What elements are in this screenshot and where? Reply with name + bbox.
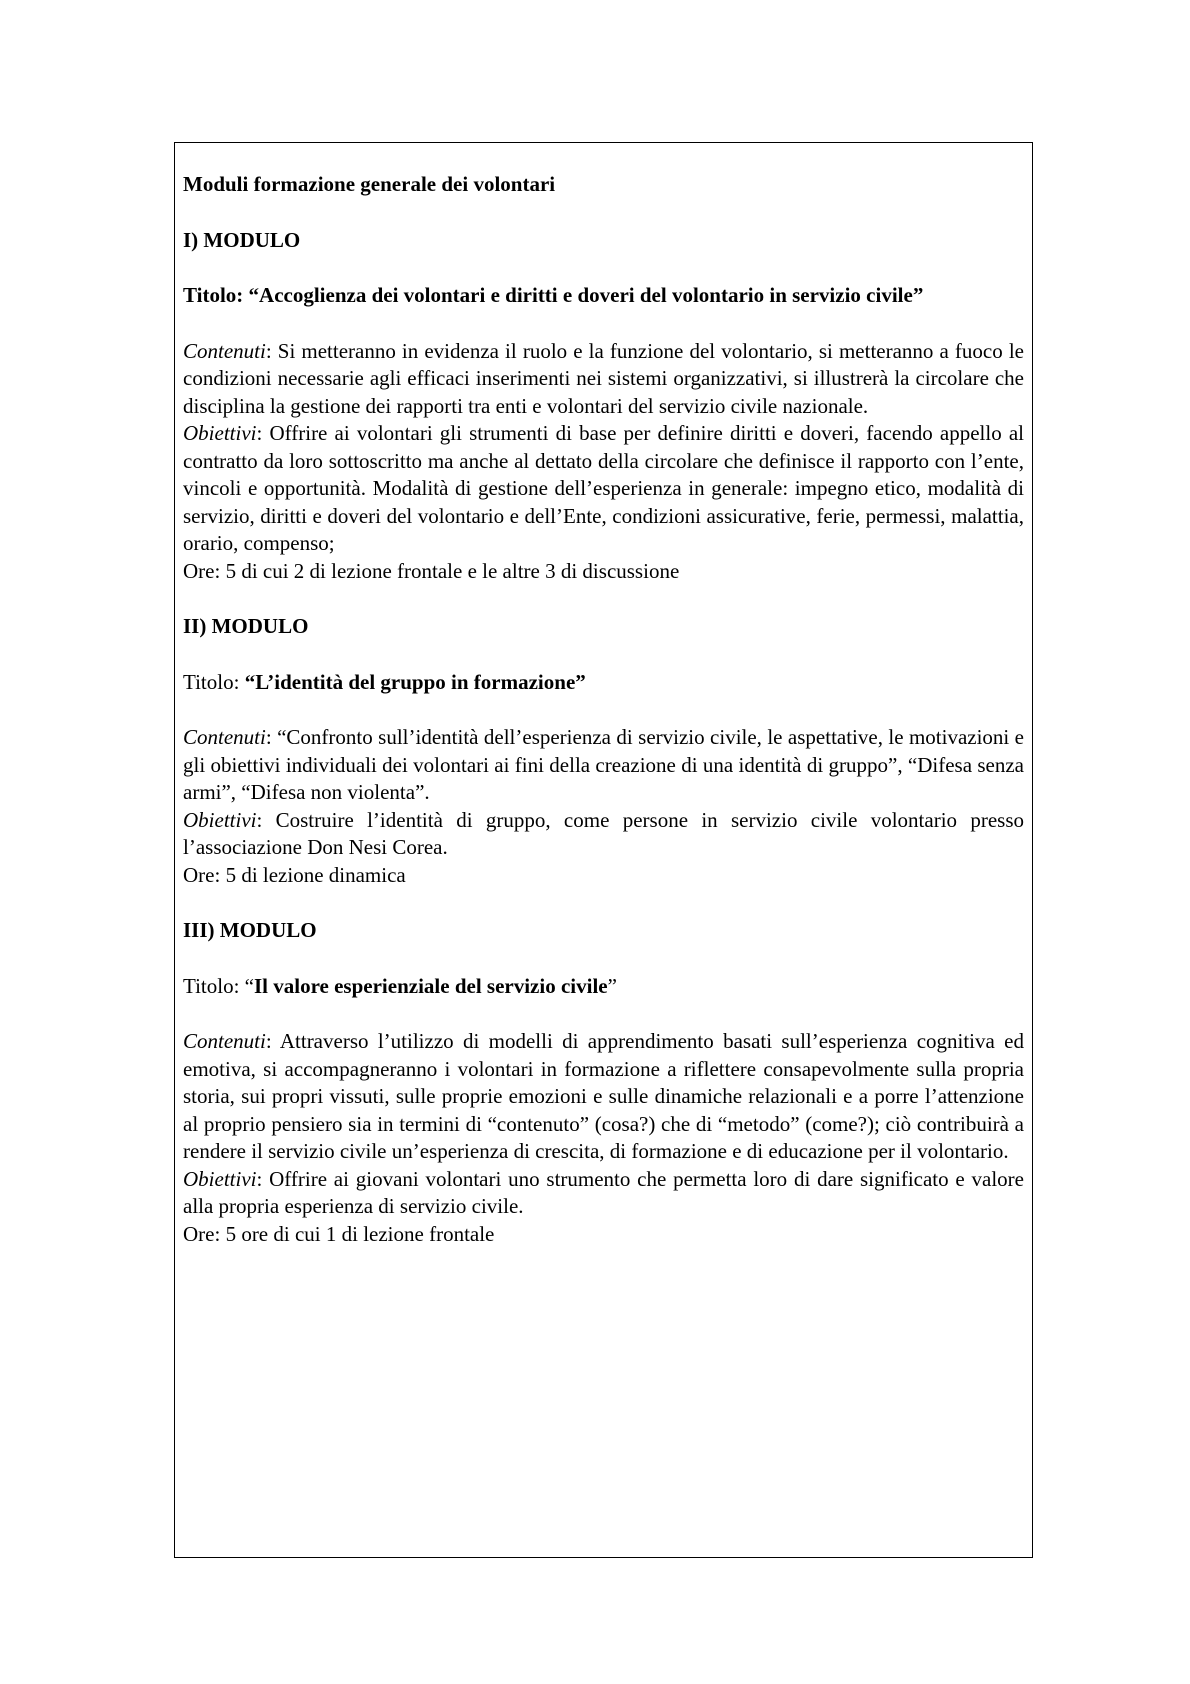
contenuti-label: Contenuti bbox=[183, 1029, 266, 1053]
module-3-heading: III) MODULO bbox=[183, 918, 317, 942]
title-suffix: ” bbox=[607, 973, 617, 998]
module-1-title: Titolo: “Accoglienza dei volontari e diritti e doveri del volontario in servizio civile” bbox=[183, 283, 924, 307]
module-2-ore: Ore: 5 di lezione dinamica bbox=[183, 862, 406, 887]
module-1-obiettivi bbox=[183, 420, 1024, 558]
title-prefix: Titolo: “ bbox=[183, 973, 254, 998]
obiettivi-text: : Costruire l’identità di gruppo, come persone in servizio civile volontario presso l’associazione Don Nesi Corea. bbox=[183, 807, 1024, 859]
module-3-contenuti bbox=[183, 1028, 1024, 1166]
module-2-obiettivi bbox=[183, 807, 1024, 862]
module-3-ore: Ore: 5 ore di cui 1 di lezione frontale bbox=[183, 1221, 495, 1246]
module-2-title bbox=[183, 669, 1024, 697]
obiettivi-label: Obiettivi bbox=[183, 807, 257, 832]
obiettivi-label: Obiettivi bbox=[183, 421, 257, 445]
module-2-heading: II) MODULO bbox=[183, 614, 309, 638]
contenuti-text: : Si metteranno in evidenza il ruolo e la funzione del volontario, si metteranno a fuoco le condizioni necessarie agli efficaci inserimenti nei sistemi organizzativi, si illustrerà la circolare che disciplina la gestione dei rapporti tra enti e volontari del servizio civile nazionale. bbox=[183, 338, 1024, 418]
title-text: Il valore esperienziale del servizio civile bbox=[254, 973, 608, 998]
title-text: “L’identità del gruppo in formazione” bbox=[244, 669, 586, 694]
obiettivi-text: : Offrire ai giovani volontari uno strumento che permetta loro di dare significato e valore alla propria esperienza di servizio civile. bbox=[183, 1166, 1024, 1218]
contenuti-label: Contenuti bbox=[183, 338, 266, 363]
obiettivi-text: : Offrire ai volontari gli strumenti di base per definire diritti e doveri, facendo appello al contratto da loro sottoscritto ma anche al dettato della circolare che definisce il rapporto con l’ente, vincoli e opportunità. Modalità di gestione dell’esperienza in generale: impegno etico, modalità di servizio, diritti e doveri del volontario e dell’Ente, condizioni assicurative, ferie, permessi, malattia, orario, compenso; bbox=[183, 421, 1024, 555]
module-3-title bbox=[183, 973, 1024, 1001]
document-frame bbox=[174, 142, 1033, 1558]
module-2-contenuti bbox=[183, 724, 1024, 807]
contenuti-label: Contenuti bbox=[183, 725, 266, 749]
contenuti-text: : “Confronto sull’identità dell’esperienza di servizio civile, le aspettative, le motivazioni e gli obiettivi individuali dei volontari ai fini della creazione di una identità di gruppo”, “Difesa senza armi”, “Difesa non violenta”. bbox=[183, 725, 1024, 804]
module-1-heading: I) MODULO bbox=[183, 227, 301, 252]
module-1-ore: Ore: 5 di cui 2 di lezione frontale e le altre 3 di discussione bbox=[183, 558, 680, 583]
module-3-obiettivi bbox=[183, 1166, 1024, 1221]
module-1-contenuti bbox=[183, 338, 1024, 421]
obiettivi-label: Obiettivi bbox=[183, 1166, 257, 1191]
document-title: Moduli formazione generale dei volontari bbox=[183, 172, 556, 196]
title-prefix: Titolo: bbox=[183, 669, 245, 694]
contenuti-text: : Attraverso l’utilizzo di modelli di apprendimento basati sull’esperienza cognitiva ed emotiva, si accompagneranno i volontari in formazione a riflettere consapevolmente sulla propria storia, sui propri vissuti, sulle proprie emozioni e sulle dinamiche relazionali e a porre l’attenzione al proprio pensiero sia in termini di “contenuto” (cosa?) che di “metodo” (come?); ciò contribuirà a rendere il servizio civile un’esperienza di crescita, di formazione e di educazione per il volontario. bbox=[183, 1029, 1024, 1163]
